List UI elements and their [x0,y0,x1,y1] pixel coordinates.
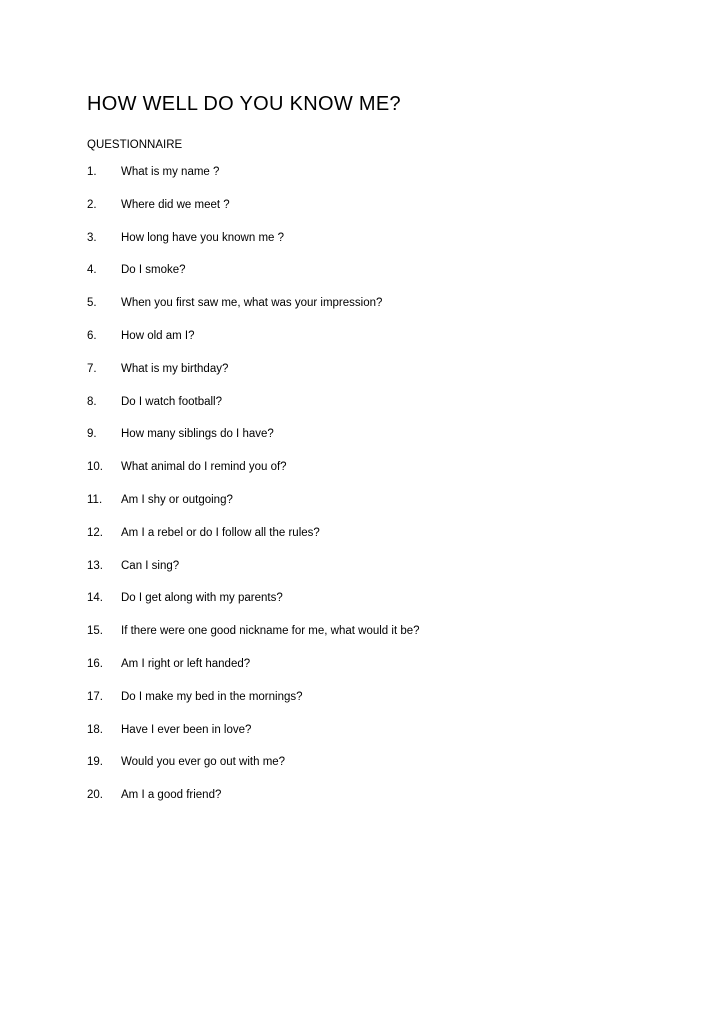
question-number: 6. [87,329,97,342]
question-number: 1. [87,166,97,178]
question-item [87,558,647,591]
question-text: What is my name ? [121,166,220,178]
question-number: 13. [87,559,103,572]
question-text: How many siblings do I have? [121,428,274,441]
question-item [87,328,647,361]
question-number: 16. [87,657,103,670]
question-item [87,656,647,689]
question-item [87,394,647,427]
question-item [87,164,647,197]
question-number: 10. [87,461,103,474]
question-number: 17. [87,690,103,703]
question-text: When you first saw me, what was your impression? [121,297,383,310]
question-item [87,197,647,230]
question-text: Do I watch football? [121,395,223,408]
question-item [87,787,647,820]
question-text: Where did we meet ? [121,198,230,211]
question-number: 18. [87,723,103,736]
question-text: Would you ever go out with me? [121,756,286,769]
question-text: What is my birthday? [121,362,229,375]
question-number: 9. [87,428,97,441]
page-title: HOW WELL DO YOU KNOW ME? [87,93,401,115]
question-number: 2. [87,198,97,211]
question-text: Have I ever been in love? [121,723,252,736]
question-text: What animal do I remind you of? [121,461,287,474]
question-text: How long have you known me ? [121,231,285,244]
question-number: 7. [87,362,97,375]
question-item [87,295,647,328]
question-item [87,459,647,492]
question-number: 3. [87,231,97,244]
question-item [87,689,647,722]
question-item [87,361,647,394]
question-item [87,230,647,263]
question-number: 19. [87,756,103,769]
question-text: How old am I? [121,329,195,342]
question-number: 12. [87,526,103,539]
question-item [87,590,647,623]
question-item [87,525,647,558]
question-text: Am I a rebel or do I follow all the rules? [121,526,320,539]
page-subtitle: QUESTIONNAIRE [87,139,183,151]
question-number: 5. [87,297,97,310]
question-text: Do I smoke? [121,264,186,277]
question-number: 11. [87,493,103,506]
question-text: Am I a good friend? [121,789,222,802]
question-item [87,262,647,295]
question-number: 20. [87,789,103,802]
question-item [87,426,647,459]
question-list [87,164,647,820]
question-number: 4. [87,264,97,277]
question-item [87,492,647,525]
question-text: Am I right or left handed? [121,657,251,670]
question-text: Do I make my bed in the mornings? [121,690,303,703]
question-item [87,754,647,787]
question-text: Am I shy or outgoing? [121,493,233,506]
question-text: If there were one good nickname for me, what would it be? [121,625,420,638]
question-text: Can I sing? [121,559,180,572]
question-item [87,623,647,656]
question-item [87,722,647,755]
question-number: 8. [87,395,97,408]
question-number: 15. [87,625,103,638]
question-number: 14. [87,592,103,605]
question-text: Do I get along with my parents? [121,592,283,605]
